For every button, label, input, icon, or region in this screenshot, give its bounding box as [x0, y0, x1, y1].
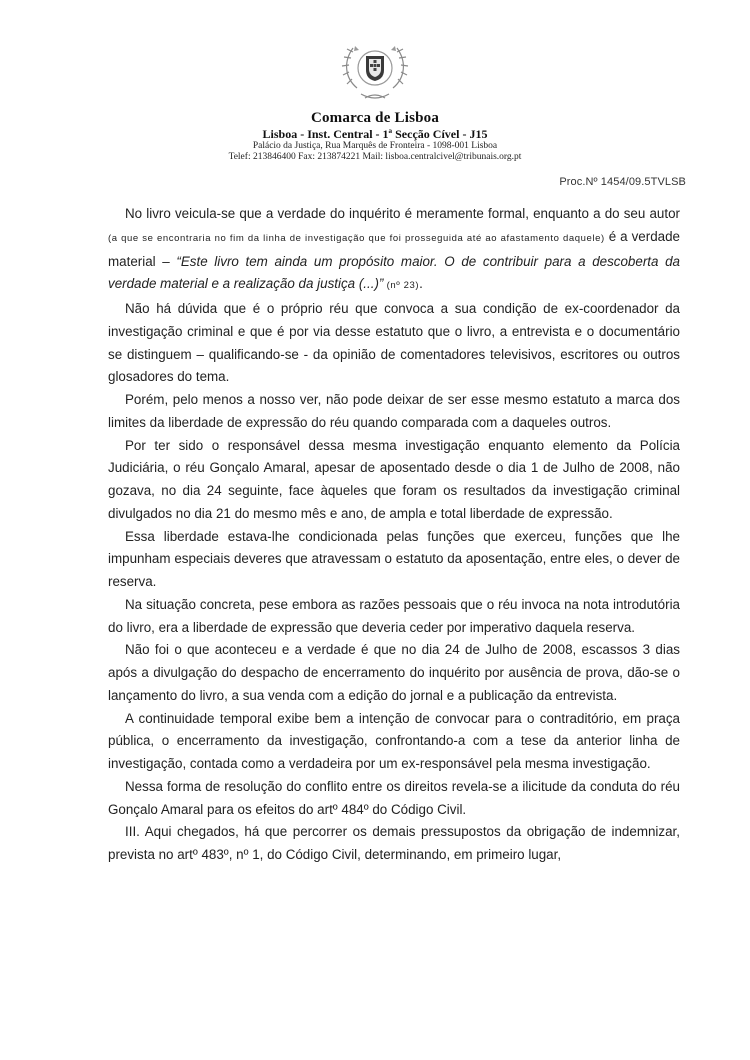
letterhead [0, 38, 750, 163]
coat-of-arms-icon [335, 38, 415, 106]
paragraph-text: No livro veicula-se que a verdade do inquérito é meramente formal, enquanto a do seu autor [125, 206, 680, 221]
court-section: Lisboa - Inst. Central - 1ª Secção Cível - J15 [262, 127, 488, 141]
quote-reference: (nº 23) [383, 280, 420, 292]
paragraph: III. Aqui chegados, há que percorrer os demais pressupostos da obrigação de indemnizar, prevista no artº 483º, nº 1, do Código Civil, determinando, em primeiro lugar, [108, 824, 680, 862]
court-address: Palácio da Justiça, Rua Marquês de Fronteira - 1098-001 Lisboa [252, 141, 498, 151]
paragraph-text: . [419, 276, 423, 292]
paragraph: Nessa forma de resolução do conflito entre os direitos revela-se a ilicitude da conduta do réu Gonçalo Amaral para os efeitos do artº 484º do Código Civil. [108, 778, 680, 817]
book-quote: “Este livro tem ainda um propósito maior. O de contribuir para a descoberta da verdade material e a realização da justiça (...)” [108, 253, 680, 292]
document-body [108, 203, 680, 867]
parenthetical-note: (a que se encontraria no fim da linha de investigação que foi prosseguida até ao afastamento daquele) [108, 232, 605, 244]
paragraph [108, 203, 680, 298]
paragraph: Por ter sido o responsável dessa mesma investigação enquanto elemento da Polícia Judiciária, o réu Gonçalo Amaral, apesar de aposentado desde o dia 1 de Julho de 2008, não gozava, no dia 24 seguinte, face àqueles que foram os resultados da investigação criminal divulgados no dia 21 do mesmo mês e ano, de ampla e total liberdade de expressão. [108, 437, 680, 521]
paragraph-text: é a verdade material – [108, 228, 680, 269]
court-contact: Telef: 213846400 Fax: 213874221 Mail: lisboa.centralcivel@tribunais.org.pt [228, 152, 522, 162]
paragraph: Essa liberdade estava-lhe condicionada pelas funções que exerceu, funções que lhe impunham especiais deveres que atravessam o estatuto da aposentação, entre eles, o dever de reserva. [108, 528, 680, 589]
paragraph: Na situação concreta, pese embora as razões pessoais que o réu invoca na nota introdutória do livro, era a liberdade de expressão que deveria ceder por imperativo daquela reserva. [108, 596, 680, 635]
paragraph: Não foi o que aconteceu e a verdade é que no dia 24 de Julho de 2008, escassos 3 dias após a divulgação do despacho de encerramento do inquérito por ausência de prova, dão-se o lançamento do livro, a sua venda com a edição do jornal e a publicação da entrevista. [108, 642, 680, 703]
process-number: Proc.Nº 1454/09.5TVLSB [559, 176, 686, 188]
paragraph: Não há dúvida que é o próprio réu que convoca a sua condição de ex-coordenador da investigação criminal e que é por via desse estatuto que o livro, a entrevista e o documentário se distinguem – qualificando-se - da opinião de comentadores televisivos, escritores ou outros glosadores do tema. [108, 301, 680, 385]
paragraph: A continuidade temporal exibe bem a intenção de convocar para o contraditório, em praça pública, o encerramento da investigação, confrontando-a com a tese da anterior linha de investigação, contada como a verdadeira por um ex-responsável pela mesma investigação. [108, 710, 680, 771]
court-name: Comarca de Lisboa [310, 110, 440, 126]
paragraph: Porém, pelo menos a nosso ver, não pode deixar de ser esse mesmo estatuto a marca dos limites da liberdade de expressão do réu quando comparada com a daqueles outros. [108, 392, 680, 430]
